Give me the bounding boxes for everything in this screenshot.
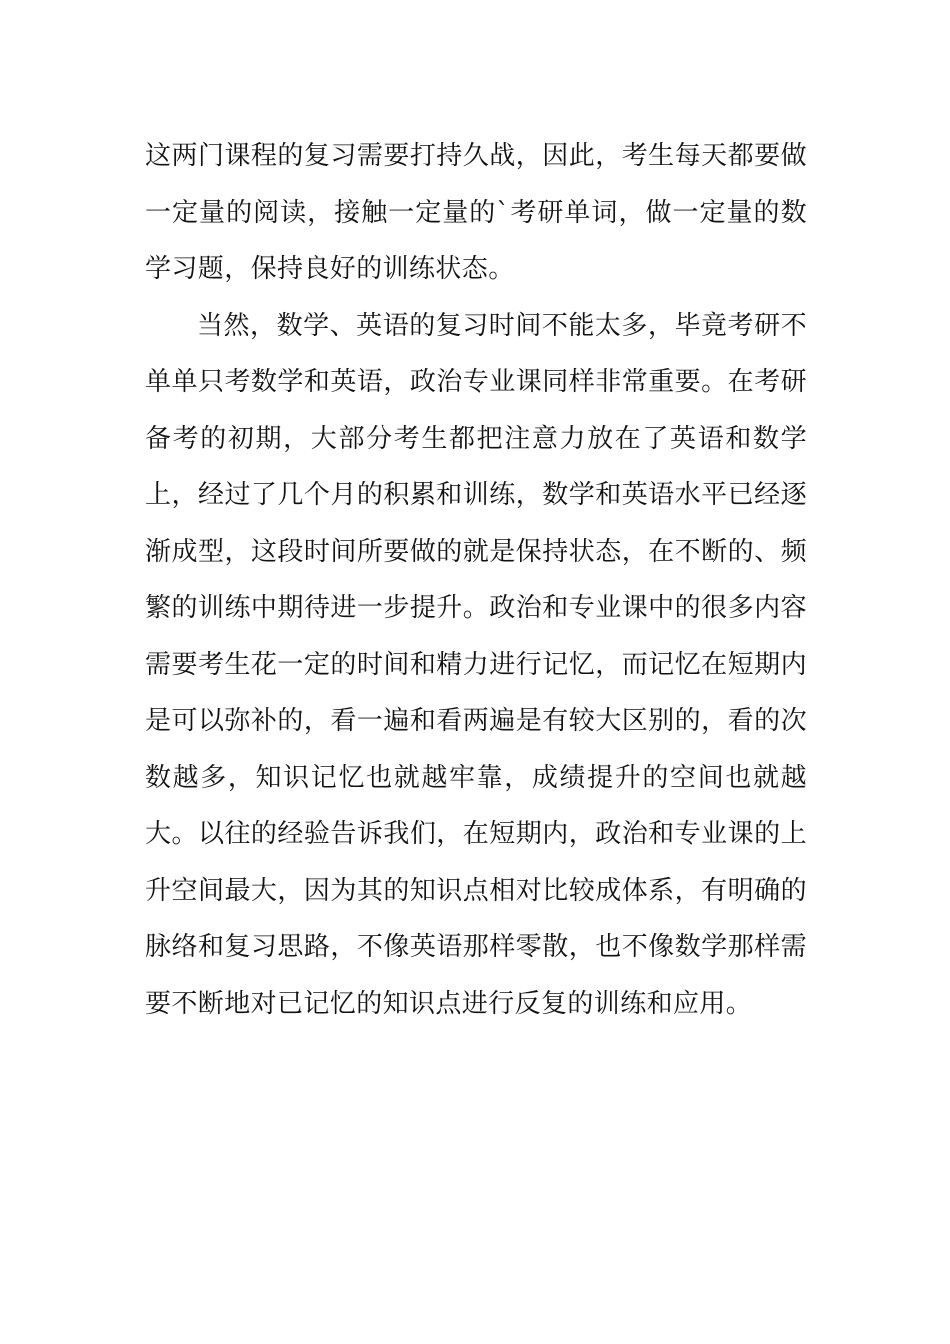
paragraph-2: 当然，数学、英语的复习时间不能太多，毕竟考研不单单只考数学和英语，政治专业课同样非常重要。在考研备考的初期，大部分考生都把注意力放在了英语和数学上，经过了几个月的积累和训练，数学和英语水平已经逐渐成型，这段时间所要做的就是保持状态，在不断的、频繁的训练中期待进一步提升。政治和专业课中的很多内容需要考生花一定的时间和精力进行记忆，而记忆在短期内是可以弥补的，看一遍和看两遍是有较大区别的，看的次数越多，知识记忆也就越牢靠，成绩提升的空间也就越大。以往的经验告诉我们，在短期内，政治和专业课的上升空间最大，因为其的知识点相对比较成体系，有明确的脉络和复习思路，不像英语那样零散，也不像数学那样需要不断地对已记忆的知识点进行反复的训练和应用。: [145, 310, 807, 1019]
paragraph-1: 这两门课程的复习需要打持久战，因此，考生每天都要做一定量的阅读，接触一定量的`考研单词，做一定量的数学习题，保持良好的训练状态。: [145, 141, 807, 284]
body-text: [145, 128, 807, 1032]
